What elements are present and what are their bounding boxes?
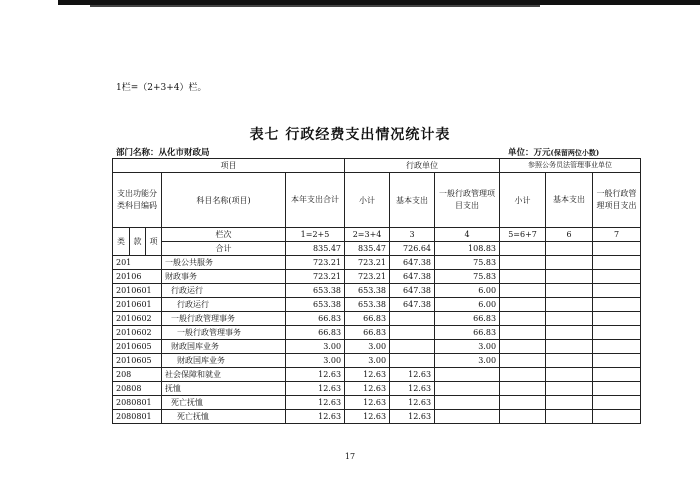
table-row — [113, 326, 641, 340]
row-admin-general: 3.00 — [435, 340, 500, 354]
col-index-ref-subtotal: 5=6+7 — [500, 228, 546, 242]
table-row — [113, 298, 641, 312]
row-admin-subtotal: 723.21 — [345, 256, 390, 270]
sum-total: 835.47 — [286, 242, 345, 256]
row-name: 行政运行 — [162, 298, 286, 312]
row-name: 财政事务 — [162, 270, 286, 284]
row-code: 2010605 — [113, 354, 162, 368]
row-ref-basic — [546, 382, 593, 396]
header-item: 项目 — [113, 159, 345, 173]
row-admin-subtotal: 12.63 — [345, 396, 390, 410]
row-admin-subtotal: 12.63 — [345, 410, 390, 424]
row-total: 723.21 — [286, 256, 345, 270]
row-ref-basic — [546, 284, 593, 298]
header-ref-general: 一般行政管理项目支出 — [593, 173, 641, 228]
row-ref-general — [593, 256, 641, 270]
page-number: 17 — [344, 452, 356, 461]
row-ref-basic — [546, 410, 593, 424]
row-admin-general — [435, 368, 500, 382]
row-admin-general: 3.00 — [435, 354, 500, 368]
row-ref-subtotal — [500, 396, 546, 410]
unit-label — [508, 146, 599, 158]
row-ref-basic — [546, 368, 593, 382]
table-title: 表七 行政经费支出情况统计表 — [249, 127, 451, 143]
row-ref-general — [593, 410, 641, 424]
row-ref-general — [593, 340, 641, 354]
table-row — [113, 256, 641, 270]
row-ref-subtotal — [500, 256, 546, 270]
row-code: 2010601 — [113, 298, 162, 312]
row-ref-general — [593, 270, 641, 284]
row-name: 财政国库业务 — [162, 354, 286, 368]
row-code: 208 — [113, 368, 162, 382]
row-ref-general — [593, 298, 641, 312]
row-name: 社会保障和就业 — [162, 368, 286, 382]
row-admin-basic: 12.63 — [390, 396, 435, 410]
row-ref-subtotal — [500, 326, 546, 340]
row-ref-subtotal — [500, 410, 546, 424]
row-admin-general: 6.00 — [435, 284, 500, 298]
row-ref-subtotal — [500, 298, 546, 312]
column-index-row — [113, 228, 641, 242]
row-admin-general — [435, 396, 500, 410]
sum-ref-subtotal — [500, 242, 546, 256]
row-admin-subtotal: 653.38 — [345, 298, 390, 312]
table-row — [113, 270, 641, 284]
header-subject-name: 科目名称(项目) — [162, 173, 286, 228]
row-admin-basic: 647.38 — [390, 298, 435, 312]
row-ref-general — [593, 284, 641, 298]
row-admin-basic: 647.38 — [390, 256, 435, 270]
unit-text: 单位：万元 — [508, 148, 551, 158]
row-ref-basic — [546, 298, 593, 312]
row-total: 3.00 — [286, 354, 345, 368]
row-name: 财政国库业务 — [162, 340, 286, 354]
table-row — [113, 354, 641, 368]
row-name: 一般行政管理事务 — [162, 312, 286, 326]
row-ref-subtotal — [500, 270, 546, 284]
row-name: 一般公共服务 — [162, 256, 286, 270]
row-admin-basic: 647.38 — [390, 270, 435, 284]
row-ref-basic — [546, 326, 593, 340]
row-admin-general — [435, 382, 500, 396]
row-ref-general — [593, 326, 641, 340]
row-admin-basic: 647.38 — [390, 284, 435, 298]
row-ref-basic — [546, 340, 593, 354]
row-total: 12.63 — [286, 396, 345, 410]
row-ref-basic — [546, 256, 593, 270]
row-ref-subtotal — [500, 340, 546, 354]
row-admin-basic — [390, 312, 435, 326]
header-admin-unit: 行政单位 — [345, 159, 500, 173]
table-row — [113, 382, 641, 396]
col-index-admin-basic: 3 — [390, 228, 435, 242]
row-admin-general: 6.00 — [435, 298, 500, 312]
row-admin-general: 66.83 — [435, 326, 500, 340]
row-code: 2080801 — [113, 396, 162, 410]
row-admin-general: 75.83 — [435, 270, 500, 284]
row-code: 2010601 — [113, 284, 162, 298]
table-row — [113, 396, 641, 410]
header-lanci: 栏次 — [162, 228, 286, 242]
row-code: 201 — [113, 256, 162, 270]
header-admin-general: 一般行政管理项目支出 — [435, 173, 500, 228]
row-ref-basic — [546, 270, 593, 284]
header-xiang: 项 — [146, 228, 162, 256]
column-note: 1栏=（2+3+4）栏。 — [116, 83, 207, 93]
sum-row — [113, 242, 641, 256]
row-admin-subtotal: 12.63 — [345, 382, 390, 396]
col-index-ref-basic: 6 — [546, 228, 593, 242]
row-ref-general — [593, 354, 641, 368]
table-row — [113, 340, 641, 354]
unit-note: (保留两位小数) — [550, 148, 600, 157]
row-admin-subtotal: 723.21 — [345, 270, 390, 284]
header-admin-subtotal: 小计 — [345, 173, 390, 228]
row-code: 2010602 — [113, 312, 162, 326]
row-admin-basic: 12.63 — [390, 382, 435, 396]
header-ref-basic: 基本支出 — [546, 173, 593, 228]
row-ref-subtotal — [500, 382, 546, 396]
row-admin-general: 66.83 — [435, 312, 500, 326]
row-total: 653.38 — [286, 298, 345, 312]
row-name: 行政运行 — [162, 284, 286, 298]
row-name: 一般行政管理事务 — [162, 326, 286, 340]
row-code: 20808 — [113, 382, 162, 396]
row-ref-subtotal — [500, 354, 546, 368]
row-ref-general — [593, 368, 641, 382]
table-row — [113, 312, 641, 326]
header-admin-basic: 基本支出 — [390, 173, 435, 228]
sum-ref-basic — [546, 242, 593, 256]
row-admin-basic: 12.63 — [390, 410, 435, 424]
row-ref-basic — [546, 354, 593, 368]
header-row-2 — [113, 173, 641, 228]
sum-label: 合计 — [162, 242, 286, 256]
col-index-admin-subtotal: 2=3+4 — [345, 228, 390, 242]
row-name: 死亡抚恤 — [162, 396, 286, 410]
row-ref-basic — [546, 312, 593, 326]
row-code: 2080801 — [113, 410, 162, 424]
row-total: 3.00 — [286, 340, 345, 354]
row-total: 653.38 — [286, 284, 345, 298]
row-admin-basic: 12.63 — [390, 368, 435, 382]
col-index-admin-general: 4 — [435, 228, 500, 242]
row-admin-general: 75.83 — [435, 256, 500, 270]
header-lei: 类 — [113, 228, 130, 256]
col-index-total: 1=2+5 — [286, 228, 345, 242]
row-total: 66.83 — [286, 312, 345, 326]
row-total: 12.63 — [286, 368, 345, 382]
row-code: 2010602 — [113, 326, 162, 340]
row-admin-subtotal: 3.00 — [345, 354, 390, 368]
row-ref-basic — [546, 396, 593, 410]
header-ref-unit: 参照公务员法管理事业单位 — [500, 159, 641, 173]
row-name: 抚恤 — [162, 382, 286, 396]
row-code: 2010605 — [113, 340, 162, 354]
row-ref-general — [593, 312, 641, 326]
sum-ref-general — [593, 242, 641, 256]
row-admin-subtotal: 12.63 — [345, 368, 390, 382]
row-admin-basic — [390, 340, 435, 354]
row-ref-general — [593, 396, 641, 410]
row-admin-subtotal: 653.38 — [345, 284, 390, 298]
header-ref-subtotal: 小计 — [500, 173, 546, 228]
header-func-code: 支出功能分类科目编码 — [113, 173, 162, 228]
data-rows — [113, 256, 641, 424]
row-ref-subtotal — [500, 312, 546, 326]
row-admin-subtotal: 3.00 — [345, 340, 390, 354]
sum-admin-subtotal: 835.47 — [345, 242, 390, 256]
header-kuan: 款 — [130, 228, 146, 256]
department-name: 部门名称：从化市财政局 — [116, 148, 210, 158]
sum-admin-general: 108.83 — [435, 242, 500, 256]
row-total: 12.63 — [286, 382, 345, 396]
row-name: 死亡抚恤 — [162, 410, 286, 424]
scan-top-border-shadow — [90, 5, 540, 7]
row-total: 12.63 — [286, 410, 345, 424]
row-code: 20106 — [113, 270, 162, 284]
header-total: 本年支出合计 — [286, 173, 345, 228]
row-total: 723.21 — [286, 270, 345, 284]
col-index-ref-general: 7 — [593, 228, 641, 242]
table-row — [113, 368, 641, 382]
table-row — [113, 284, 641, 298]
row-admin-basic — [390, 354, 435, 368]
row-admin-general — [435, 410, 500, 424]
row-total: 66.83 — [286, 326, 345, 340]
row-ref-general — [593, 382, 641, 396]
table-row — [113, 410, 641, 424]
row-admin-subtotal: 66.83 — [345, 312, 390, 326]
row-ref-subtotal — [500, 284, 546, 298]
row-ref-subtotal — [500, 368, 546, 382]
row-admin-subtotal: 66.83 — [345, 326, 390, 340]
expense-table — [112, 158, 641, 424]
header-row-1 — [113, 159, 641, 173]
sum-admin-basic: 726.64 — [390, 242, 435, 256]
row-admin-basic — [390, 326, 435, 340]
